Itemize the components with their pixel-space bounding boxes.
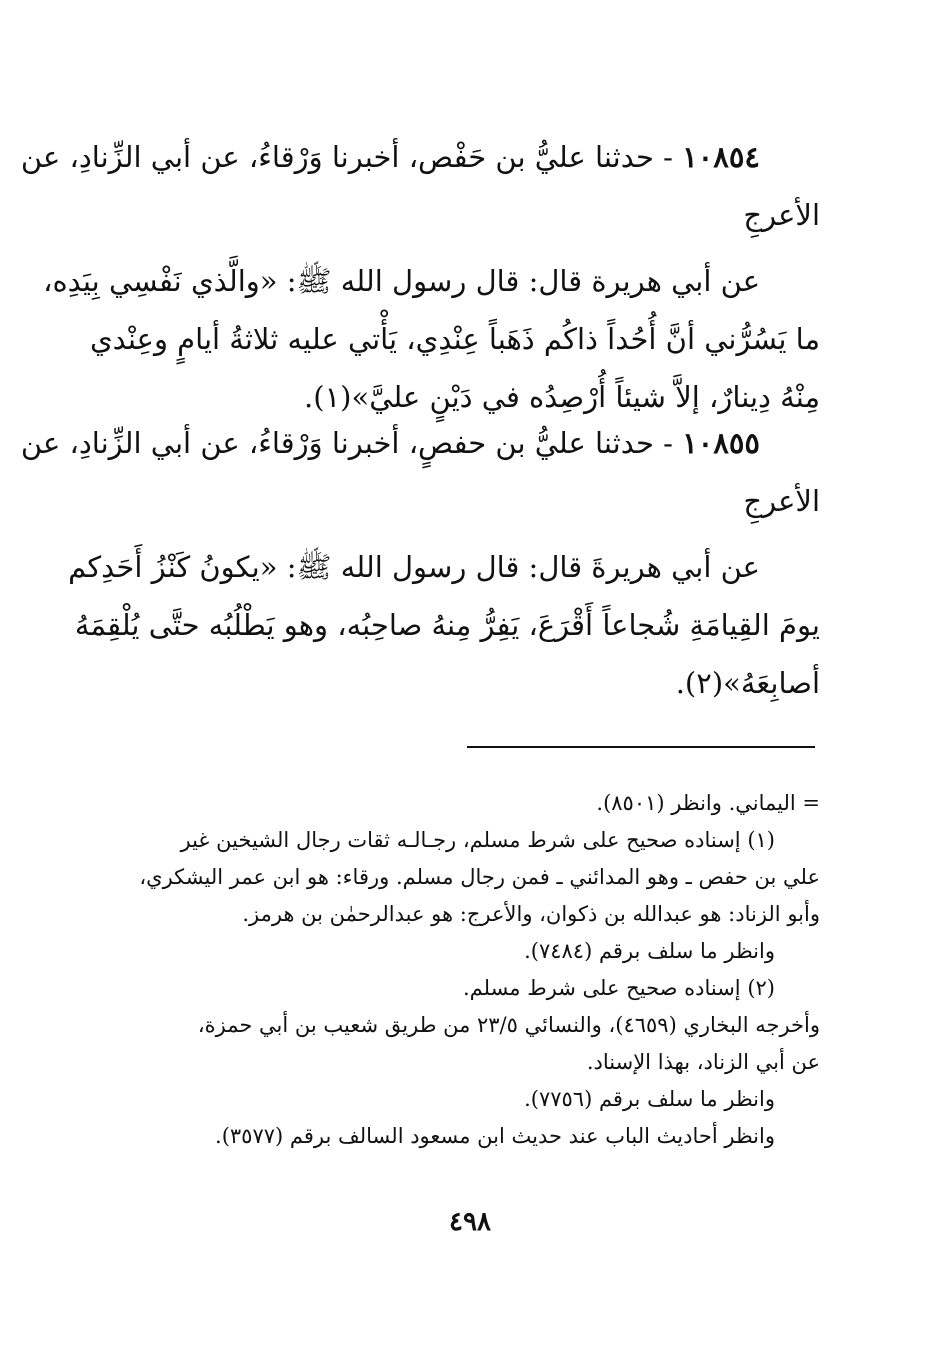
footnotes <box>120 785 820 1155</box>
isnad-text: - حدثنا عليُّ بن حَفْص، أخبرنا وَرْقاءُ، عن أبي الزِّنادِ، عن <box>20 140 673 174</box>
matn-line: ما يَسُرُّني أنَّ أُحُداً ذاكُم ذَهَباً عِنْدِي، يَأْتي عليه ثلاثةُ أيامٍ وعِنْدي <box>89 322 820 356</box>
footnote-1-line: (١) إسناده صحيح على شرط مسلم، رجـالـه ثقات رجال الشيخين غير <box>180 828 775 852</box>
matn-line: مِنْهُ دِينارٌ، إلاَّ شيئاً أُرْصِدُه في دَيْنٍ عليَّ»(١). <box>304 380 820 414</box>
footnote-2-line: وانظر ما سلف برقم (٧٧٥٦). <box>524 1087 775 1111</box>
isnad-line-continued: الأعرجِ <box>743 198 820 232</box>
isnad-line <box>20 414 820 472</box>
footnote-2-line: (٢) إسناده صحيح على شرط مسلم. <box>462 976 775 1000</box>
hadith-number: ١٠٨٥٤ <box>682 140 760 174</box>
page-number: ٤٩٨ <box>449 1207 491 1237</box>
footnote-continuation: = اليماني. وانظر (٨٥٠١). <box>596 791 820 815</box>
isnad-line <box>20 128 820 186</box>
footnote-1-line: وأبو الزناد: هو عبدالله بن ذكوان، والأعرج: هو عبدالرحمٰن بن هرمز. <box>242 902 820 926</box>
hadith-10854 <box>20 128 820 426</box>
footnote-2-line: عن أبي الزناد، بهذا الإسناد. <box>586 1050 820 1074</box>
isnad-text: - حدثنا عليُّ بن حفصٍ، أخبرنا وَرْقاءُ، عن أبي الزِّنادِ، عن <box>20 426 673 460</box>
hadith-10855 <box>20 414 820 712</box>
footnote-divider <box>467 746 815 748</box>
footnote-2-line: وأخرجه البخاري (٤٦٥٩)، والنسائي ٢٣/٥ من طريق شعيب بن أبي حمزة، <box>197 1013 820 1037</box>
matn-line: عن أبي هريرة قال: قال رسول الله ﷺ: «والَّذي نَفْسِي بِيَدِه، <box>43 264 760 298</box>
hadith-number: ١٠٨٥٥ <box>682 426 760 460</box>
matn-line: عن أبي هريرةَ قال: قال رسول الله ﷺ: «يكونُ كَنْزُ أَحَدِكم <box>68 550 760 584</box>
matn-line: يومَ القِيامَةِ شُجاعاً أَقْرَعَ، يَفِرُّ مِنهُ صاحِبُه، وهو يَطْلُبُه حتَّى يُلْقِمَهُ <box>74 608 820 642</box>
footnote-1-line: علي بن حفص ـ وهو المدائني ـ فمن رجال مسلم. ورقاء: هو ابن عمر اليشكري، <box>139 865 820 889</box>
isnad-line-continued: الأعرجِ <box>743 484 820 518</box>
matn-line: أصابِعَهُ»(٢). <box>675 666 820 700</box>
footnote-1-line: وانظر ما سلف برقم (٧٤٨٤). <box>524 939 775 963</box>
footnote-2-line: وانظر أحاديث الباب عند حديث ابن مسعود السالف برقم (٣٥٧٧). <box>215 1124 775 1148</box>
